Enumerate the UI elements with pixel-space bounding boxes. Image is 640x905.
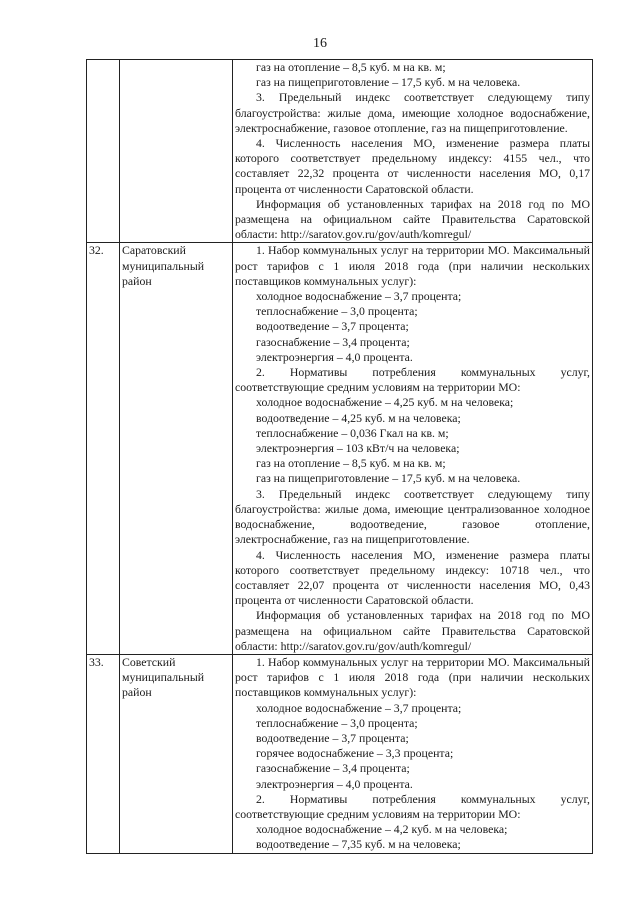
list-item: теплоснабжение – 0,036 Гкал на кв. м;: [256, 425, 449, 440]
paragraph: 4. Численность населения МО, изменение размера платы которого соответствует предельному индексу: 10718 чел., что составляет 22,07 процента от численности населения МО, 0,43 процента от численности Саратовской области.: [235, 547, 590, 608]
paragraph: 1. Набор коммунальных услуг на территории МО. Максимальный рост тарифов с 1 июля 2018 года (при наличии нескольких поставщиков коммунальных услуг):: [235, 243, 590, 288]
list-item: холодное водоснабжение – 3,7 процента;: [256, 700, 462, 715]
paragraph: Информация об установленных тарифах на 2018 год по МО размещена на официальном сайте Правительства Саратовской области: http://saratov.gov.ru/gov/auth/komregul/: [235, 608, 590, 653]
paragraph: 2. Нормативы потребления коммунальных услуг, соответствующие средним условиям на территории МО:: [235, 791, 590, 821]
list-item: электроэнергия – 103 кВт/ч на человека;: [256, 441, 460, 456]
list-item: водоотведение – 3,7 процента;: [256, 319, 409, 334]
tariff-table: [86, 59, 593, 854]
row-number-cell: [87, 60, 120, 243]
list-item: электроэнергия – 4,0 процента.: [256, 349, 413, 364]
list-item: водоотведение – 7,35 куб. м на человека;: [256, 837, 461, 852]
list-item: теплоснабжение – 3,0 процента;: [256, 715, 418, 730]
paragraph: Информация об установленных тарифах на 2018 год по МО размещена на официальном сайте Правительства Саратовской области: http://saratov.gov.ru/gov/auth/komregul/: [235, 196, 590, 242]
municipality-cell: [120, 60, 233, 243]
content-cell: [233, 60, 593, 243]
list-item: водоотведение – 4,25 куб. м на человека;: [256, 410, 461, 425]
row-number-cell: 32.: [87, 243, 120, 654]
municipality-cell: Советский муниципальный район: [120, 654, 233, 853]
paragraph: 2. Нормативы потребления коммунальных услуг, соответствующие средним условиям на территории МО:: [235, 365, 590, 395]
list-item: горячее водоснабжение – 3,3 процента;: [256, 746, 454, 761]
list-item: теплоснабжение – 3,0 процента;: [256, 304, 418, 319]
table-row: [87, 654, 593, 853]
paragraph: 4. Численность населения МО, изменение размера платы которого соответствует предельному индексу: 4155 чел., что составляет 22,32 процента от численности населения МО, 0,17 процента от численности Саратовской области.: [235, 136, 590, 196]
list-item: холодное водоснабжение – 3,7 процента;: [256, 289, 462, 304]
list-item: электроэнергия – 4,0 процента.: [256, 776, 413, 791]
list-item: газ на отопление – 8,5 куб. м на кв. м;: [256, 60, 446, 74]
list-item: газ на пищеприготовление – 17,5 куб. м на человека.: [256, 75, 521, 90]
content-cell: [233, 243, 593, 654]
table-row: [87, 60, 593, 243]
list-item: газоснабжение – 3,4 процента;: [256, 761, 410, 776]
municipality-cell: Саратовский муниципальный район: [120, 243, 233, 654]
list-item: газ на пищеприготовление – 17,5 куб. м на человека.: [256, 471, 521, 486]
list-item: холодное водоснабжение – 4,25 куб. м на человека;: [256, 395, 514, 410]
row-number-cell: 33.: [87, 654, 120, 853]
list-item: водоотведение – 3,7 процента;: [256, 730, 409, 745]
page-number: 16: [313, 36, 327, 51]
table-row: [87, 243, 593, 654]
list-item: газ на отопление – 8,5 куб. м на кв. м;: [256, 456, 446, 471]
content-cell: [233, 654, 593, 853]
list-item: газоснабжение – 3,4 процента;: [256, 334, 410, 349]
paragraph: 1. Набор коммунальных услуг на территории МО. Максимальный рост тарифов с 1 июля 2018 года (при наличии нескольких поставщиков коммунальных услуг):: [235, 654, 590, 700]
list-item: холодное водоснабжение – 4,2 куб. м на человека;: [256, 822, 508, 837]
paragraph: 3. Предельный индекс соответствует следующему типу благоустройства: жилые дома, имеющие холодное водоснабжение, электроснабжение, газовое отопление, газ на пищеприготовление.: [235, 90, 590, 135]
paragraph: 3. Предельный индекс соответствует следующему типу благоустройства: жилые дома, имеющие централизованное холодное водоснабжение, водоотведение, газовое отопление, электроснабжение, газ на пищеприготовление.: [235, 486, 590, 547]
